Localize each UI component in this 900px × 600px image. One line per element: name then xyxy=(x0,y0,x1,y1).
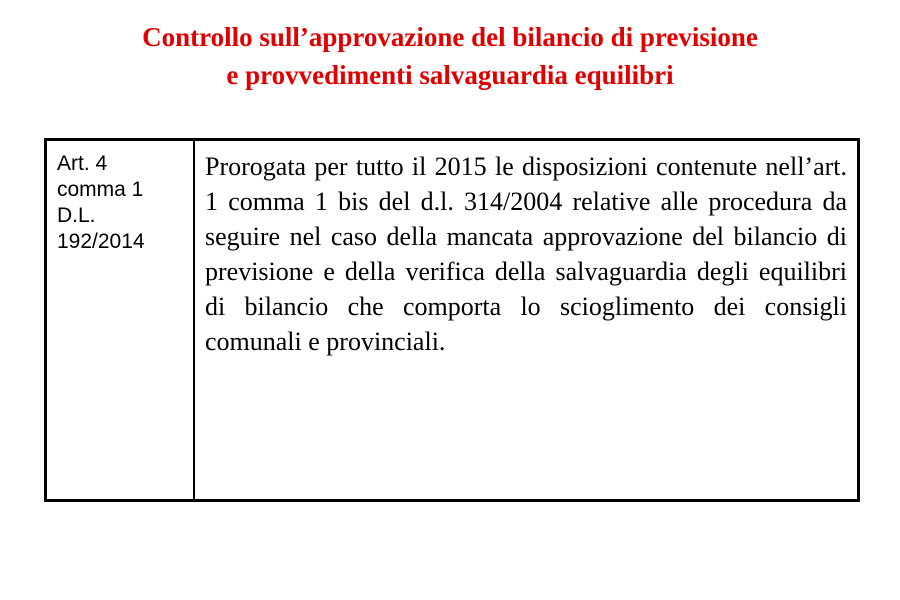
reference-comma: comma 1 xyxy=(57,178,144,201)
slide-title-line-1: Controllo sull’approvazione del bilancio di previsione xyxy=(142,22,758,52)
slide-title-line-2: e provvedimenti salvaguardia equilibri xyxy=(226,60,674,90)
legal-reference-cell xyxy=(47,141,195,499)
content-table xyxy=(44,138,860,502)
description-cell: Prorogata per tutto il 2015 le disposizioni contenute nell’art. 1 comma 1 bis del d.l. 314/2004 relative alle procedura da seguire nel caso della mancata approvazione del bilancio di previsione e della verifica della salvaguardia degli equilibri di bilancio che comporta lo scioglimento dei consigli comunali e provinciali. xyxy=(205,152,847,356)
reference-decree-type: D.L. xyxy=(57,204,96,227)
slide-title xyxy=(0,18,900,94)
reference-article: Art. 4 xyxy=(57,152,108,175)
reference-decree-number: 192/2014 xyxy=(57,230,145,253)
